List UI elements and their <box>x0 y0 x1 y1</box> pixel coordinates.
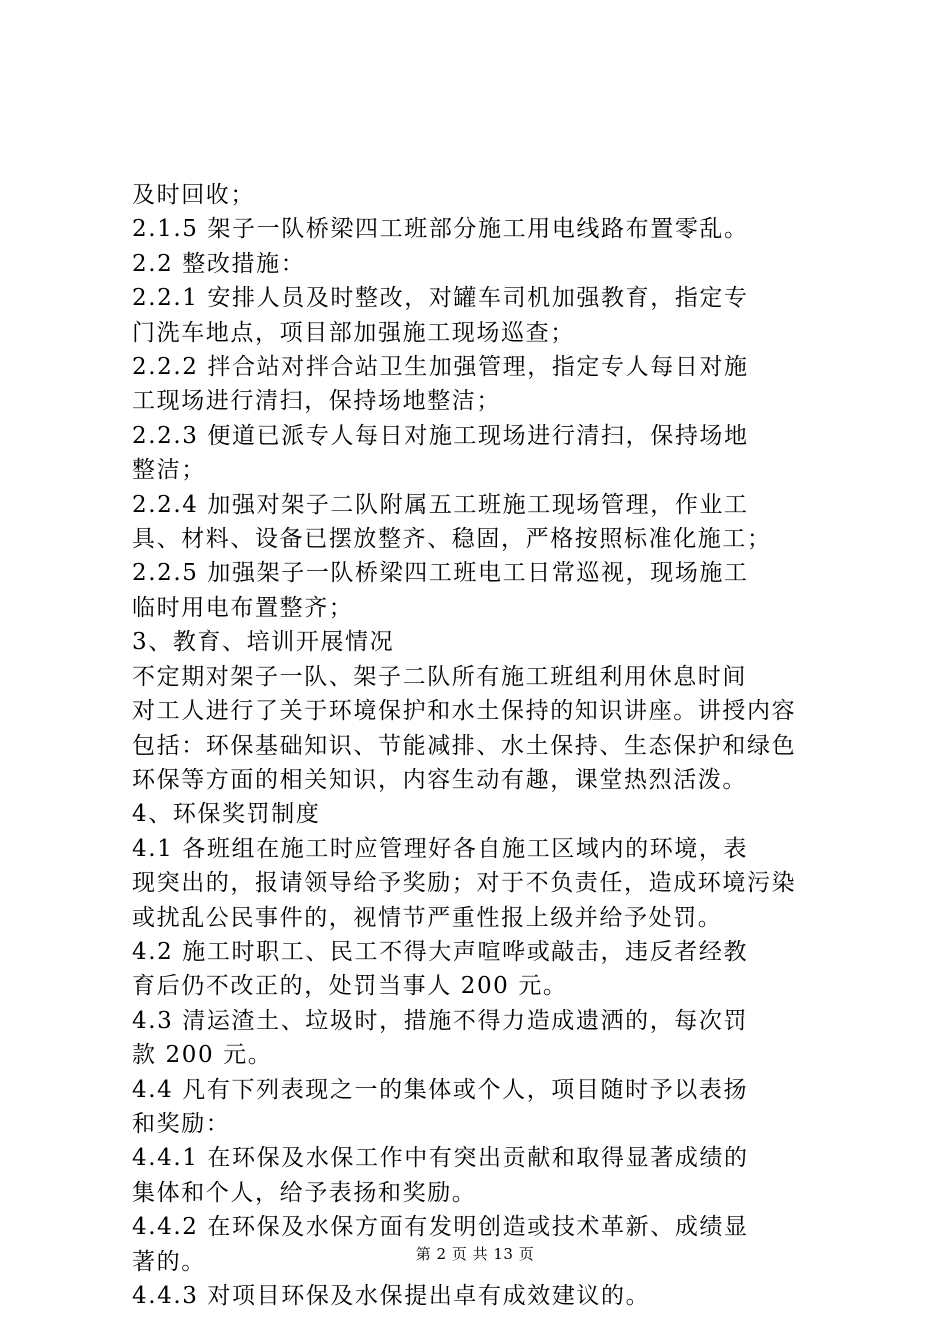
text-line: 整洁； <box>132 457 206 484</box>
text-line: 2.2 整改措施： <box>132 250 306 277</box>
text-line: 2.2.4 加强对架子二队附属五工班施工现场管理，作业工 <box>132 491 749 518</box>
page-number-footer: 第 2 页 共 13 页 <box>415 1245 535 1263</box>
text-line: 4.3 清运渣土、垃圾时，措施不得力造成遗洒的，每次罚 <box>132 1007 749 1034</box>
text-line: 4.4.2 在环保及水保方面有发明创造或技术革新、成绩显 <box>132 1214 749 1241</box>
text-line: 4.4.3 对项目环保及水保提出卓有成效建议的。 <box>132 1283 651 1309</box>
text-line: 4.2 施工时职工、民工不得大声喧哗或敲击，违反者经教 <box>132 938 749 965</box>
text-line: 2.2.5 加强架子一队桥梁四工班电工日常巡视，现场施工 <box>132 560 749 587</box>
text-line: 4.1 各班组在施工时应管理好各自施工区域内的环境，表 <box>132 835 749 862</box>
document-body <box>132 178 832 1313</box>
text-line: 4.4.1 在环保及水保工作中有突出贡献和取得显著成绩的 <box>132 1145 749 1172</box>
text-line: 4.4 凡有下列表现之一的集体或个人，项目随时予以表扬 <box>132 1076 749 1103</box>
text-line: 门洗车地点，项目部加强施工现场巡查； <box>132 319 575 346</box>
text-line: 及时回收； <box>132 182 255 208</box>
text-line: 集体和个人，给予表扬和奖励。 <box>132 1179 477 1206</box>
text-line: 不定期对架子一队、架子二队所有施工班组利用休息时间 <box>132 663 747 690</box>
text-line: 临时用电布置整齐； <box>132 594 354 621</box>
section-heading: 4、环保奖罚制度 <box>132 801 321 828</box>
text-line: 和奖励： <box>132 1110 231 1137</box>
text-line: 或扰乱公民事件的，视情节严重性报上级并给予处罚。 <box>132 904 723 931</box>
text-line: 2.2.1 安排人员及时整改，对罐车司机加强教育，指定专 <box>132 285 749 312</box>
text-line: 2.2.2 拌合站对拌合站卫生加强管理，指定专人每日对施 <box>132 354 749 381</box>
text-line: 具、材料、设备已摆放整齐、稳固，严格按照标准化施工； <box>132 526 772 553</box>
text-line: 2.2.3 便道已派专人每日对施工现场进行清扫，保持场地 <box>132 422 749 449</box>
text-line: 包括：环保基础知识、节能减排、水土保持、生态保护和绿色 <box>132 732 797 759</box>
text-line: 著的。 <box>132 1248 206 1275</box>
text-line: 工现场进行清扫，保持场地整洁； <box>132 388 501 415</box>
text-line: 现突出的，报请领导给予奖励；对于不负责任，造成环境污染 <box>132 870 797 897</box>
text-line: 对工人进行了关于环境保护和水土保持的知识讲座。讲授内容 <box>132 698 797 725</box>
text-line: 2.1.5 架子一队桥梁四工班部分施工用电线路布置零乱。 <box>132 216 749 243</box>
section-heading: 3、教育、培训开展情况 <box>132 629 395 656</box>
text-line: 育后仍不改正的，处罚当事人 200 元。 <box>132 973 568 1000</box>
text-line: 环保等方面的相关知识，内容生动有趣，课堂热烈活泼。 <box>132 766 747 793</box>
text-line: 款 200 元。 <box>132 1042 273 1069</box>
